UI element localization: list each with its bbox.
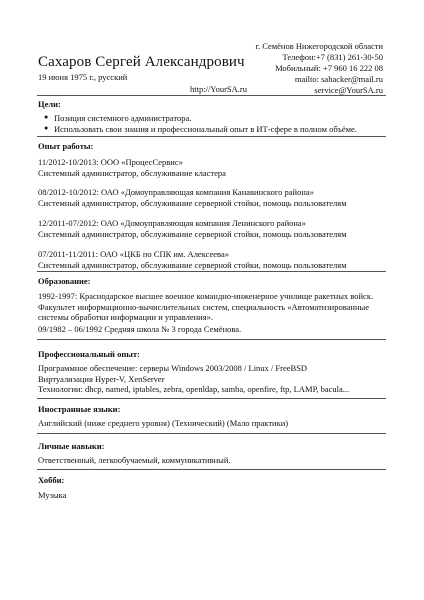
section-divider (37, 469, 386, 470)
education-line: 09/1982 – 06/1992 Средняя школа № 3 города Семёнова. (38, 324, 242, 334)
job-period: 11/2012-10/2013: ООО «ПроцесСервис» (38, 157, 183, 167)
goal-item (44, 113, 192, 123)
site-link[interactable]: http://YourSA.ru (190, 84, 247, 94)
job-entry (38, 249, 347, 270)
experience-heading: Опыт работы: (38, 141, 94, 151)
header-divider (37, 95, 386, 96)
hobby-heading: Хобби: (38, 475, 65, 485)
goal-text: Использовать свои знания и профессиональный опыт в ИТ-сфере в полном объёме. (54, 124, 357, 134)
job-period: 08/2012-10/2012: ОАО «Домоуправляющая компания Канавинского района» (38, 187, 314, 197)
education-heading: Образование: (38, 276, 91, 286)
candidate-name: Сахаров Сергей Александрович (38, 54, 245, 70)
job-period: 12/2011-07/2012: ОАО «Домоуправляющая компания Ленинского района» (38, 218, 306, 228)
education-line: 1992-1997: Краснодарское высшее военное командно-инженерное училище ракетных войск. (38, 291, 374, 301)
birth-line: 19 июня 1975 г., русский (38, 72, 128, 82)
section-divider (37, 398, 386, 399)
personal-text: Ответственный, легкообучаемый, коммуникативный. (38, 455, 231, 465)
contact-email-service[interactable]: service@YourSA.ru (314, 85, 383, 95)
contact-mobile: Мобильный: +7 960 16 222 08 (275, 63, 383, 73)
contact-email-link[interactable]: mailto: sahacker@mail.ru (294, 74, 383, 84)
bullet-icon: ● (44, 113, 49, 121)
job-entry (38, 218, 347, 239)
professional-line: Технологии: dhcp, named, iptables, zebra, openldap, samba, openfire, ftp, LAMP, bacula... (38, 384, 350, 394)
section-divider (37, 339, 386, 340)
contact-block (255, 41, 383, 96)
personal-heading: Личные навыки: (38, 441, 105, 451)
languages-heading: Иностранные языки: (38, 404, 121, 414)
education-block (38, 291, 373, 323)
education-line: Факультет информационно-вычислительных систем, специальность «Автоматизированные (38, 301, 369, 312)
job-role: Системный администратор, обслуживание серверной стойки, помощь пользователям (38, 228, 347, 239)
job-entry (38, 157, 226, 178)
contact-phone: Телефон:+7 (831) 261-30-50 (282, 52, 383, 62)
bullet-icon: ● (44, 124, 49, 132)
section-divider (37, 433, 386, 434)
job-period: 07/2011-11/2011: ОАО «ЦКБ по СПК им. Алексеева» (38, 249, 229, 259)
section-divider (37, 271, 386, 272)
professional-line: Программное обеспечение: серверы Windows 2003/2008 / Linux / FreeBSD (38, 363, 308, 373)
section-divider (37, 136, 386, 137)
hobby-text: Музыка (38, 490, 67, 500)
professional-line: Виртуализация Hyper-V, XenServer (38, 373, 165, 384)
professional-heading: Профессиональный опыт: (38, 349, 140, 359)
goals-heading: Цели: (38, 99, 61, 109)
goal-text: Позиция системного администратора. (54, 113, 192, 123)
job-role: Системный администратор, обслуживание кластера (38, 167, 226, 178)
job-role: Системный администратор, обслуживание серверной стойки, помощь пользователям (38, 197, 347, 208)
contact-city: г. Семёнов Нижегородской области (255, 41, 383, 51)
job-role: Системный администратор, обслуживание серверной стойки, помощь пользователям (38, 259, 347, 270)
professional-block (38, 363, 349, 395)
languages-text: Английский (ниже среднего уровня) (Технический) (Мало практики) (38, 418, 289, 428)
goal-item (44, 124, 357, 134)
job-entry (38, 187, 347, 208)
education-line: системы обработки информации и управления». (38, 312, 214, 322)
